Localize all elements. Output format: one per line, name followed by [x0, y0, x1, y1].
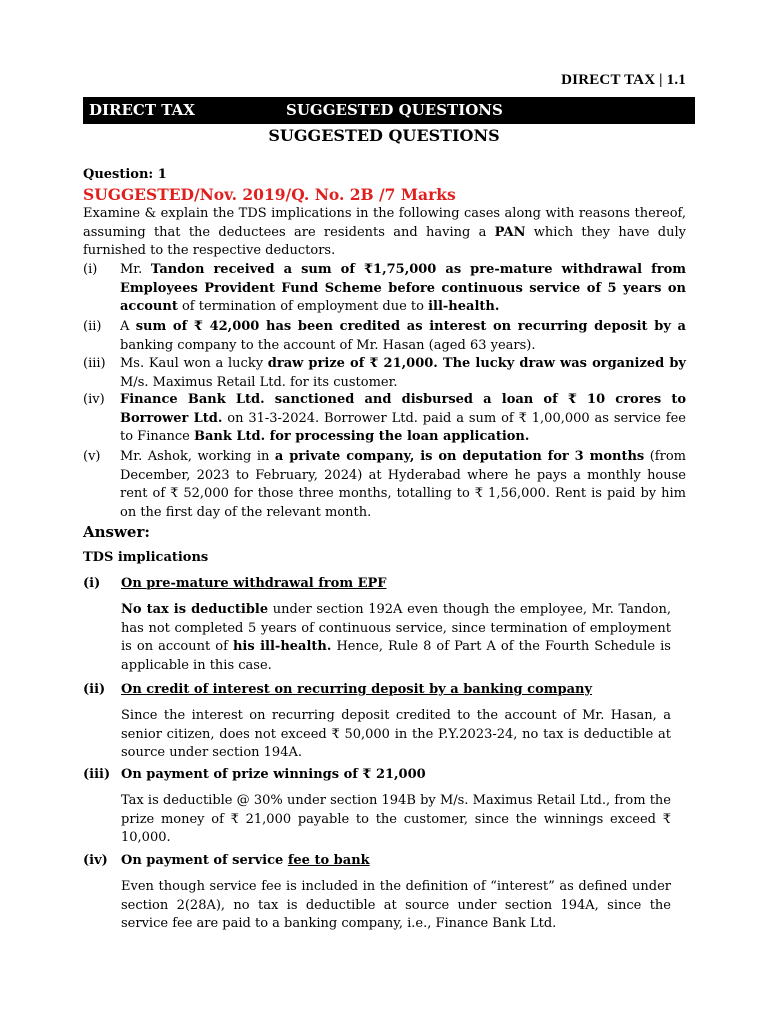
answer-label: Answer: — [83, 523, 150, 541]
item-text: A sum of ₹ 42,000 has been credited as interest on recurring deposit by a banking company to the account of Mr. Hasan (aged 63 years). — [120, 319, 686, 353]
item-number: (iii) — [83, 356, 106, 371]
item-number: (i) — [83, 262, 98, 277]
section-title: On credit of interest on recurring deposit by a banking company — [121, 682, 593, 697]
item-text: Finance Bank Ltd. sanctioned and disbursed a loan of ₹ 10 crores to Borrower Ltd. on 31-3-2024. Borrower Ltd. paid a sum of ₹ 1,00,000 as service fee to Finance Bank Ltd. for processing the loan application. — [120, 392, 686, 444]
page-subtitle: SUGGESTED QUESTIONS — [268, 126, 500, 145]
item-text: Mr. Ashok, working in a private company, is on deputation for 3 months (from December, 2023 to February, 2024) at Hyderabad where he pays a monthly house rent of ₹ 52,000 for those three months, totalling to ₹ 1,56,000. Rent is paid by him on the first day of the relevant month. — [120, 449, 686, 520]
item-number: (iv) — [83, 392, 105, 407]
bar-right-label: SUGGESTED QUESTIONS — [286, 101, 503, 119]
section-text: Tax is deductible @ 30% under section 194B by M/s. Maximus Retail Ltd., from the prize money of ₹ 21,000 payable to the customer, since the winnings exceed ₹ 10,000. — [121, 793, 671, 845]
item-text: Mr. Tandon received a sum of ₹1,75,000 as pre-mature withdrawal from Employees Provident Fund Scheme before continuous service of 5 years on account of termination of employment due to ill-health. — [120, 262, 686, 314]
question-item — [83, 391, 686, 447]
section-text: Since the interest on recurring deposit credited to the account of Mr. Hasan, a senior citizen, does not exceed ₹ 50,000 in the P.Y.2023-24, no tax is deductible at source under section 194A. — [121, 708, 671, 760]
answer-heading: TDS implications — [83, 550, 209, 565]
section-title: On payment of service fee to bank — [121, 853, 370, 868]
question-item — [83, 448, 686, 522]
page-reference: DIRECT TAX | 1.1 — [561, 72, 686, 88]
question-intro: Examine & explain the TDS implications in the following cases along with reasons thereof, assuming that the deductees are residents and having a PAN which they have duly furnished to the respective deductors. — [83, 206, 686, 258]
question-item — [83, 261, 686, 317]
item-number: (ii) — [83, 319, 102, 334]
bar-left-label: DIRECT TAX — [89, 101, 195, 119]
question-item — [83, 318, 686, 355]
section-number: (ii) — [83, 682, 106, 697]
section-header-bar — [83, 97, 695, 124]
item-number: (v) — [83, 449, 101, 464]
section-title: On payment of prize winnings of ₹ 21,000 — [121, 767, 426, 782]
section-number: (iii) — [83, 767, 111, 782]
section-number: (iv) — [83, 853, 108, 868]
section-number: (i) — [83, 576, 101, 591]
section-title: On pre-mature withdrawal from EPF — [121, 576, 387, 591]
question-label: Question: 1 — [83, 167, 167, 182]
question-item — [83, 355, 686, 392]
section-text: No tax is deductible under section 192A even though the employee, Mr. Tandon, has not completed 5 years of continuous service, since termination of employment is on account of his ill-health. Hence, Rule 8 of Part A of the Fourth Schedule is applicable in this case. — [121, 602, 671, 673]
section-text: Even though service fee is included in the definition of “interest” as defined under section 2(28A), no tax is deductible at source under section 194A, since the service fee are paid to a banking company, i.e., Finance Bank Ltd. — [121, 879, 671, 931]
question-reference: SUGGESTED/Nov. 2019/Q. No. 2B /7 Marks — [83, 185, 456, 204]
item-text: Ms. Kaul won a lucky draw prize of ₹ 21,000. The lucky draw was organized by M/s. Maximus Retail Ltd. for its customer. — [120, 356, 686, 390]
